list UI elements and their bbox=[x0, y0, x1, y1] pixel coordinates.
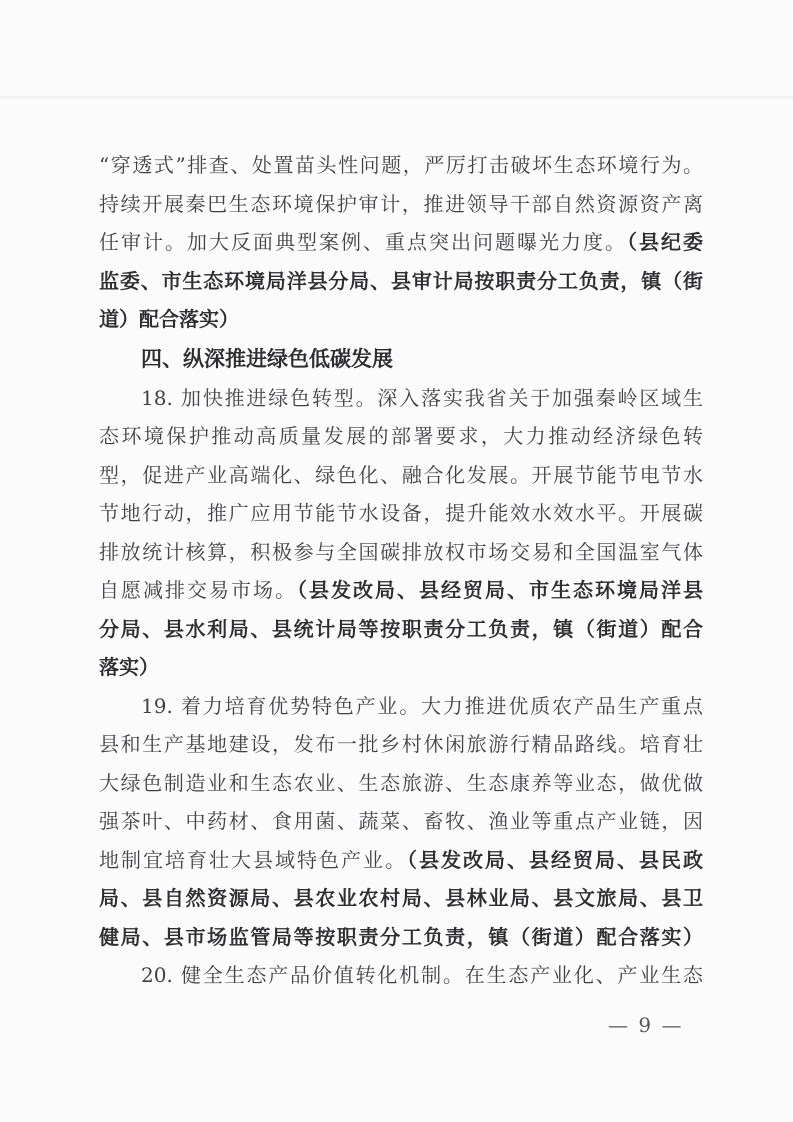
body-text: 19. 着力培育优势特色产业。大力推进优质农产品生产重点 bbox=[141, 693, 703, 718]
body-text: 任审计。加大反面典型案例、重点突出问题曝光力度。 bbox=[99, 230, 627, 254]
section-heading bbox=[99, 339, 703, 379]
text-line bbox=[99, 764, 703, 803]
emphasized-text: 四、纵深推进绿色低碳发展 bbox=[141, 346, 393, 371]
body-text: 自愿减排交易市场。 bbox=[99, 578, 297, 602]
emphasized-text: 分局、县水利局、县统计局等按职责分工负责，镇（街道）配合 bbox=[99, 616, 703, 641]
body-text: 地制宜培育壮大县域特色产业。 bbox=[99, 847, 407, 872]
text-line bbox=[99, 956, 703, 995]
text-line bbox=[99, 456, 703, 495]
body-text: 强茶叶、中药材、食用菌、蔬菜、畜牧、渔业等重点产业链，因 bbox=[99, 809, 703, 833]
body-text: 18. 加快推进绿色转型。深入落实我省关于加强秦岭区域生 bbox=[141, 385, 703, 410]
emphasized-text: 局、县自然资源局、县农业农村局、县林业局、县文旅局、县卫 bbox=[99, 886, 703, 910]
text-line bbox=[99, 379, 703, 418]
text-line bbox=[99, 571, 703, 610]
text-line bbox=[99, 725, 703, 764]
emphasized-text: 健局、县市场监管局等按职责分工负责，镇（街道）配合落实） bbox=[99, 924, 703, 949]
emphasized-text: （县发改局、县经贸局、县民政 bbox=[407, 847, 703, 872]
text-line bbox=[99, 262, 703, 301]
emphasized-text: 落实） bbox=[99, 655, 159, 679]
text-line bbox=[99, 223, 703, 262]
text-line bbox=[99, 533, 703, 572]
text-line bbox=[99, 494, 703, 533]
document-body bbox=[99, 146, 703, 995]
text-line bbox=[99, 918, 703, 957]
body-text: 型，促进产业高端化、绿色化、融合化发展。开展节能节电节水 bbox=[99, 462, 703, 487]
page-number: — 9 — bbox=[608, 1013, 684, 1037]
text-line bbox=[99, 648, 703, 687]
body-text: 持续开展秦巴生态环境保护审计，推进领导干部自然资源资产离 bbox=[99, 191, 703, 216]
text-line bbox=[99, 610, 703, 649]
scan-artifact bbox=[0, 96, 793, 99]
emphasized-text: 道）配合落实） bbox=[99, 307, 239, 331]
text-line bbox=[99, 146, 703, 185]
body-text: 县和生产基地建设，发布一批乡村休闲旅游行精品路线。培育壮 bbox=[99, 732, 703, 756]
body-text: 20. 健全生态产品价值转化机制。在生态产业化、产业生态 bbox=[141, 963, 703, 987]
body-text: 节地行动，推广应用节能节水设备，提升能效水效水平。开展碳 bbox=[99, 501, 703, 525]
text-line bbox=[99, 300, 703, 339]
text-line bbox=[99, 687, 703, 726]
emphasized-text: 监委、市生态环境局洋县分局、县审计局按职责分工负责，镇（街 bbox=[99, 268, 703, 293]
body-text: 大绿色制造业和生态农业、生态旅游、生态康养等业态，做优做 bbox=[99, 770, 703, 795]
emphasized-text: （县发改局、县经贸局、市生态环境局洋县 bbox=[297, 578, 703, 602]
text-line bbox=[99, 841, 703, 880]
body-text: 排放统计核算，积极参与全国碳排放权市场交易和全国温室气体 bbox=[99, 539, 703, 564]
text-line bbox=[99, 185, 703, 224]
text-line bbox=[99, 879, 703, 918]
emphasized-text: （县纪委 bbox=[627, 230, 703, 254]
body-text: 态环境保护推动高质量发展的部署要求，大力推动经济绿色转 bbox=[99, 424, 703, 448]
text-line bbox=[99, 802, 703, 841]
text-line bbox=[99, 417, 703, 456]
body-text: “穿透式”排查、处置苗头性问题，严厉打击破坏生态环境行为。 bbox=[99, 153, 703, 177]
